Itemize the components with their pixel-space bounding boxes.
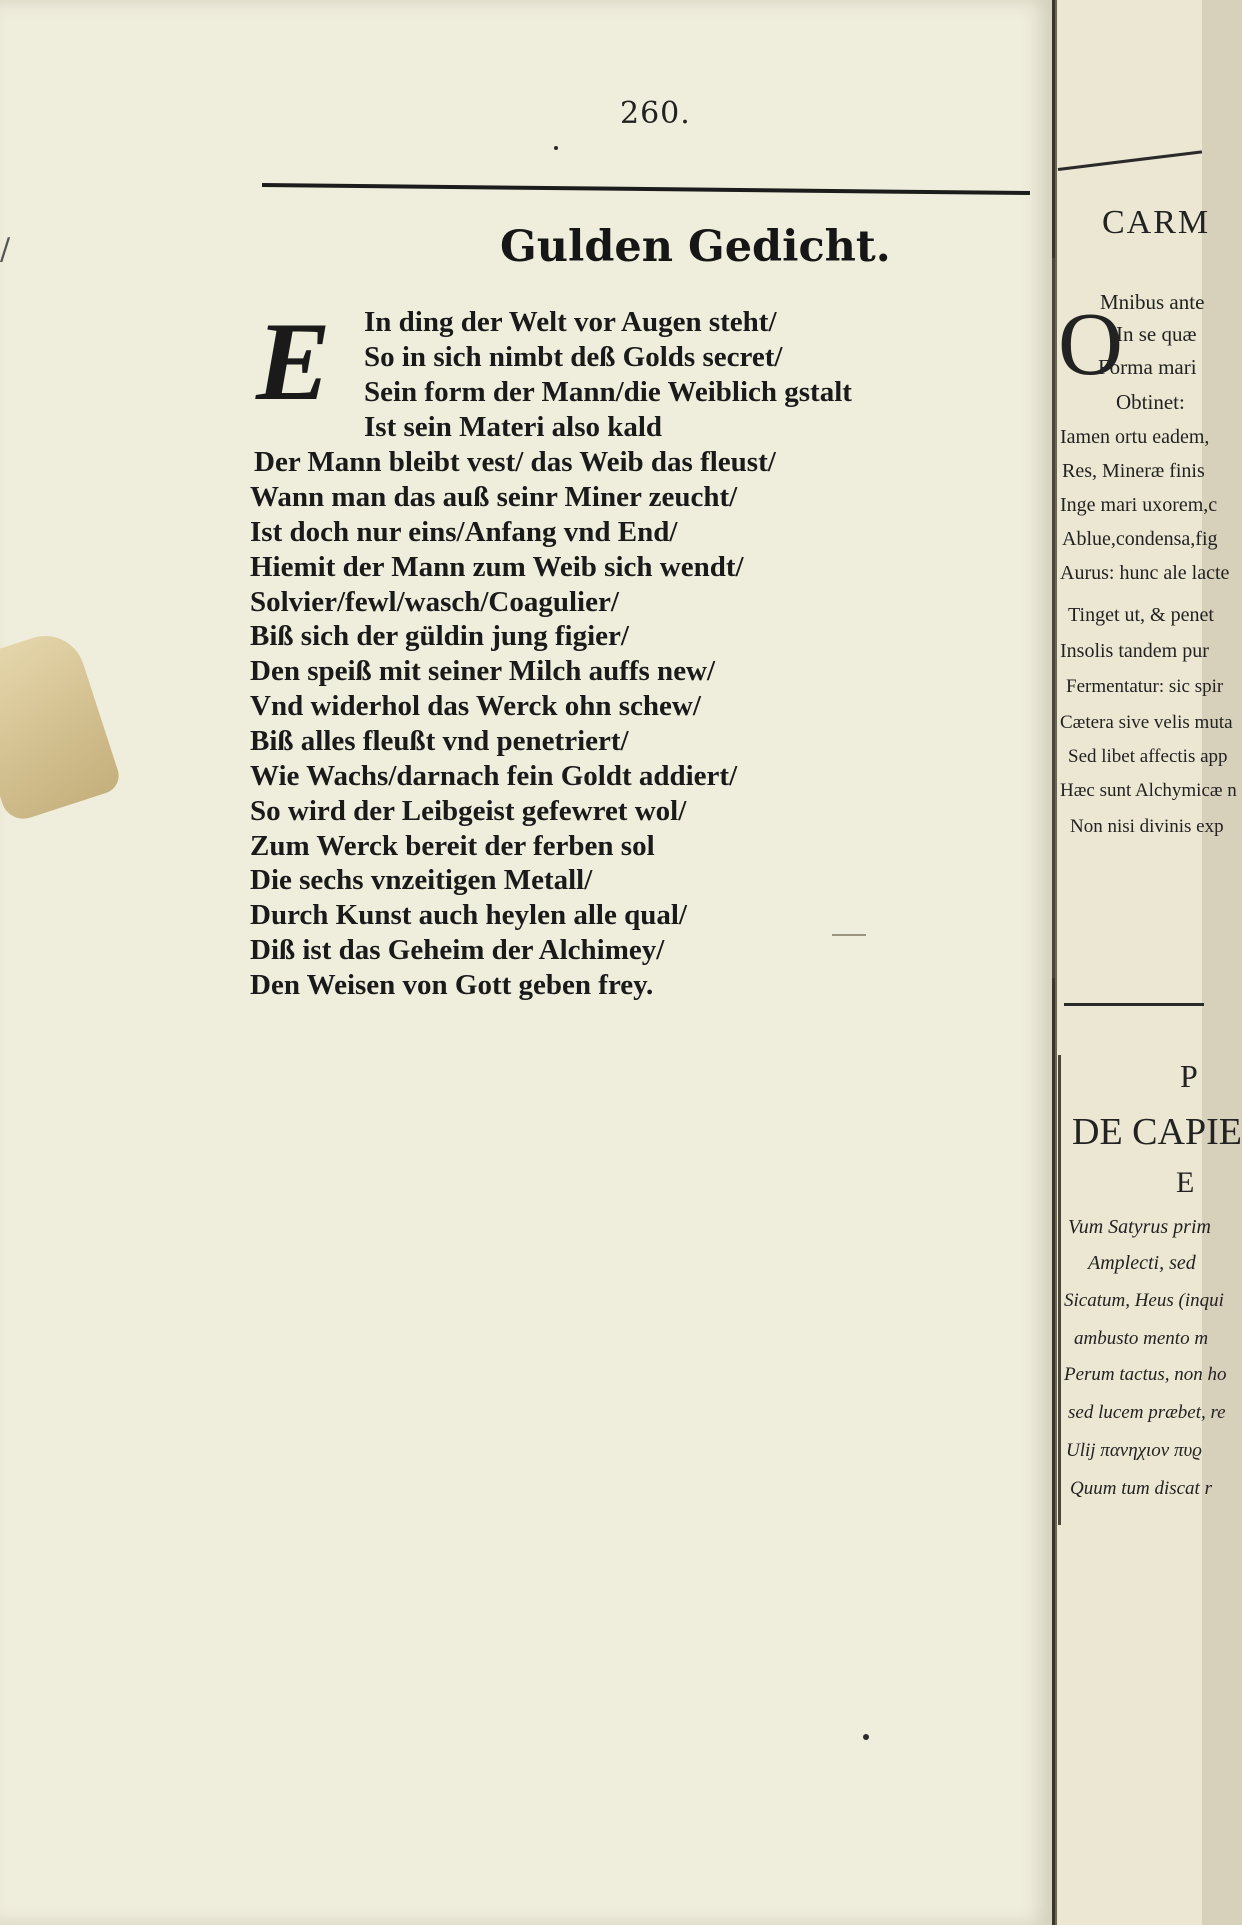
right-line-2: Ulij πανηχιον πυϱ — [1066, 1440, 1202, 1461]
poem-title: Gulden Gedicht. — [500, 222, 891, 272]
poem-line: Diß ist das Geheim der Alchimey/ — [250, 934, 665, 966]
right-section-title: DE CAPIE — [1072, 1111, 1242, 1153]
right-section-letter2: E — [1176, 1166, 1195, 1199]
header-rule — [262, 183, 1030, 195]
right-line: Fermentatur: sic spir — [1066, 676, 1224, 697]
poem-line: In ding der Welt vor Augen steht/ — [364, 306, 777, 338]
poem-line: Durch Kunst auch heylen alle qual/ — [250, 899, 687, 931]
right-initial: O — [1058, 295, 1123, 394]
right-line: Cætera sive velis muta — [1060, 712, 1233, 733]
right-line: Iamen ortu eadem, — [1060, 426, 1210, 448]
right-line: Tinget ut, & penet — [1068, 604, 1214, 626]
page-number: 260. — [620, 96, 691, 131]
right-line: Ablue,condensa,fig — [1062, 528, 1218, 550]
poem-line: Hiemit der Mann zum Weib sich wendt/ — [250, 551, 744, 583]
right-line: Inge mari uxorem,c — [1060, 494, 1218, 516]
right-line: Forma mari — [1098, 355, 1197, 379]
poem-line: Sein form der Mann/die Weiblich gstalt — [364, 376, 852, 408]
poem-line: Ist doch nur eins/Anfang vnd End/ — [250, 516, 678, 548]
right-line: Hæc sunt Alchymicæ n — [1060, 780, 1237, 801]
poem-line: Wann man das auß seinr Miner zeucht/ — [250, 481, 738, 513]
poem-line: Biß sich der güldin jung figier/ — [250, 620, 629, 652]
right-line-2: Amplecti, sed — [1088, 1252, 1196, 1274]
poem-line: Zum Werck bereit der ferben sol — [250, 830, 655, 862]
ink-dot — [863, 1734, 869, 1740]
right-line: Mnibus ante — [1100, 290, 1205, 314]
right-section-rule — [1064, 1003, 1204, 1006]
poem-line: Der Mann bleibt vest/ das Weib das fleust/ — [254, 446, 776, 478]
right-heading: CARM — [1102, 204, 1211, 241]
right-line: Res, Mineræ finis — [1062, 460, 1205, 482]
right-line: Insolis tandem pur — [1060, 640, 1209, 662]
poem-line: Biß alles fleußt vnd penetriert/ — [250, 725, 629, 757]
right-line-2: Vum Satyrus prim — [1068, 1216, 1211, 1238]
poem-line: So in sich nimbt deß Golds secret/ — [364, 341, 783, 373]
poem-line: Solvier/fewl/wasch/Coagulier/ — [250, 586, 619, 618]
poem-line: Wie Wachs/darnach fein Goldt addiert/ — [250, 760, 738, 792]
right-line: Aurus: hunc ale lacte — [1060, 562, 1230, 584]
margin-dash — [832, 934, 866, 936]
right-line-2: ambusto mento m — [1074, 1328, 1209, 1349]
ink-dot — [554, 146, 558, 150]
right-line-2: Quum tum discat r — [1070, 1478, 1212, 1499]
edge-mark: / — [0, 232, 11, 267]
poem-line: Den Weisen von Gott geben frey. — [250, 969, 654, 1001]
poem-line: Den speiß mit seiner Milch auffs new/ — [250, 655, 716, 687]
right-section-letter: P — [1180, 1058, 1198, 1094]
right-line: Non nisi divinis exp — [1070, 816, 1224, 837]
poem-line: Ist sein Materi also kald — [364, 411, 663, 443]
poem-line: Die sechs vnzeitigen Metall/ — [250, 864, 593, 896]
right-line-2: Sicatum, Heus (inqui — [1064, 1290, 1224, 1311]
right-line: Obtinet: — [1116, 390, 1185, 414]
poem-line: So wird der Leibgeist gefewret wol/ — [250, 795, 687, 827]
right-line-2: Perum tactus, non ho — [1064, 1364, 1227, 1385]
paper-stain — [0, 626, 123, 825]
drop-cap-initial: E — [256, 300, 331, 424]
right-line: Sed libet affectis app — [1068, 746, 1228, 767]
right-line-2: sed lucem præbet, re — [1068, 1402, 1226, 1423]
right-line: In se quæ — [1116, 322, 1197, 346]
poem-line: Vnd widerhol das Werck ohn schew/ — [250, 690, 701, 722]
